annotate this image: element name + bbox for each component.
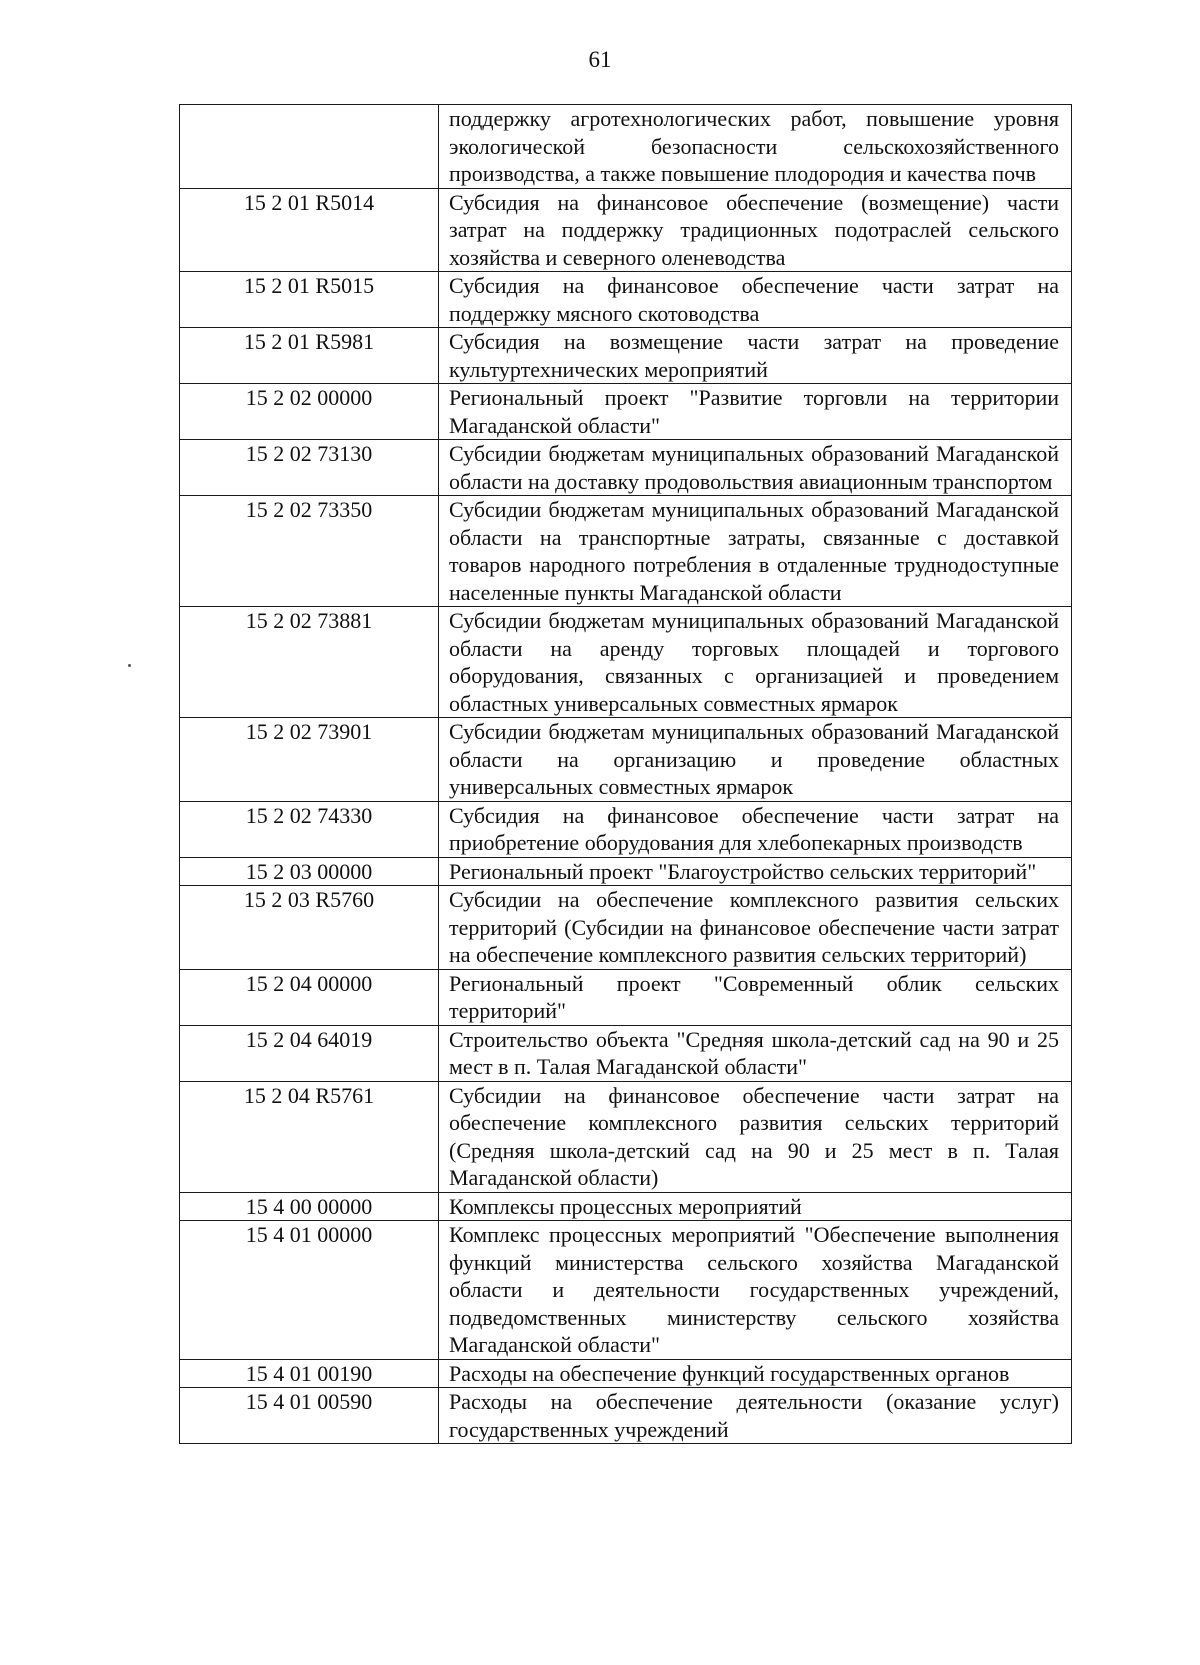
code-description-table xyxy=(179,104,1072,1444)
description-cell: Субсидии бюджетам муниципальных образований Магаданской области на аренду торговых площадей и торгового оборудования, связанных с организацией и проведением областных универсальных совместных ярмарок xyxy=(439,607,1072,718)
page-number: 61 xyxy=(588,47,612,72)
description-cell: Строительство объекта "Средняя школа-детский сад на 90 и 25 мест в п. Талая Магаданской области" xyxy=(439,1025,1072,1081)
table-row xyxy=(180,1359,1072,1388)
table-row xyxy=(180,496,1072,607)
code-cell: 15 2 01 R5015 xyxy=(180,272,439,328)
code-cell: 15 2 01 R5014 xyxy=(180,188,439,272)
description-cell: Субсидии бюджетам муниципальных образований Магаданской области на доставку продовольствия авиационным транспортом xyxy=(439,440,1072,496)
code-cell: 15 2 04 64019 xyxy=(180,1025,439,1081)
code-cell: 15 2 02 73130 xyxy=(180,440,439,496)
description-cell: Субсидии на финансовое обеспечение части затрат на обеспечение комплексного развития сельских территорий (Средняя школа-детский сад на 90 и 25 мест в п. Талая Магаданской области) xyxy=(439,1081,1072,1192)
code-cell: 15 4 00 00000 xyxy=(180,1192,439,1221)
description-cell: поддержку агротехнологических работ, повышение уровня экологической безопасности сельскохозяйственного производства, а также повышение плодородия и качества почв xyxy=(439,105,1072,189)
table-row xyxy=(180,969,1072,1025)
description-cell: Региональный проект "Развитие торговли на территории Магаданской области" xyxy=(439,384,1072,440)
description-cell: Комплексы процессных мероприятий xyxy=(439,1192,1072,1221)
code-cell: 15 4 01 00000 xyxy=(180,1221,439,1360)
table-row xyxy=(180,384,1072,440)
budget-classification-table xyxy=(179,104,1072,1444)
description-cell: Комплекс процессных мероприятий "Обеспечение выполнения функций министерства сельского хозяйства Магаданской области и деятельности государственных учреждений, подведомственных министерству сельского хозяйства Магаданской области" xyxy=(439,1221,1072,1360)
description-cell: Субсидии на обеспечение комплексного развития сельских территорий (Субсидии на финансовое обеспечение части затрат на обеспечение комплексного развития сельских территорий) xyxy=(439,886,1072,970)
code-cell: 15 2 02 73350 xyxy=(180,496,439,607)
code-cell: 15 2 02 00000 xyxy=(180,384,439,440)
description-cell: Региональный проект "Благоустройство сельских территорий" xyxy=(439,857,1072,886)
table-row xyxy=(180,328,1072,384)
code-cell: 15 2 02 73901 xyxy=(180,718,439,802)
scan-speck xyxy=(128,664,131,667)
code-cell: 15 2 02 73881 xyxy=(180,607,439,718)
description-cell: Субсидия на возмещение части затрат на проведение культуртехнических мероприятий xyxy=(439,328,1072,384)
code-cell: 15 4 01 00590 xyxy=(180,1388,439,1444)
table-row xyxy=(180,1221,1072,1360)
description-cell: Субсидия на финансовое обеспечение (возмещение) части затрат на поддержку традиционных подотраслей сельского хозяйства и северного оленеводства xyxy=(439,188,1072,272)
code-cell: 15 2 03 R5760 xyxy=(180,886,439,970)
code-cell: 15 2 02 74330 xyxy=(180,801,439,857)
description-cell: Расходы на обеспечение деятельности (оказание услуг) государственных учреждений xyxy=(439,1388,1072,1444)
description-cell: Субсидии бюджетам муниципальных образований Магаданской области на транспортные затраты, связанные с доставкой товаров народного потребления в отдаленные труднодоступные населенные пункты Магаданской области xyxy=(439,496,1072,607)
table-row xyxy=(180,188,1072,272)
description-cell: Субсидии бюджетам муниципальных образований Магаданской области на организацию и проведение областных универсальных совместных ярмарок xyxy=(439,718,1072,802)
code-cell: 15 2 04 R5761 xyxy=(180,1081,439,1192)
description-cell: Субсидия на финансовое обеспечение части затрат на приобретение оборудования для хлебопекарных производств xyxy=(439,801,1072,857)
table-row xyxy=(180,1192,1072,1221)
table-row xyxy=(180,1081,1072,1192)
table-row xyxy=(180,607,1072,718)
table-row xyxy=(180,440,1072,496)
table-row xyxy=(180,272,1072,328)
table-row xyxy=(180,718,1072,802)
table-row xyxy=(180,105,1072,189)
table-row xyxy=(180,801,1072,857)
code-cell: 15 2 04 00000 xyxy=(180,969,439,1025)
description-cell: Региональный проект "Современный облик сельских территорий" xyxy=(439,969,1072,1025)
description-cell: Субсидия на финансовое обеспечение части затрат на поддержку мясного скотоводства xyxy=(439,272,1072,328)
table-row xyxy=(180,1388,1072,1444)
code-cell: 15 4 01 00190 xyxy=(180,1359,439,1388)
description-cell: Расходы на обеспечение функций государственных органов xyxy=(439,1359,1072,1388)
table-row xyxy=(180,1025,1072,1081)
table-row xyxy=(180,886,1072,970)
code-cell: 15 2 01 R5981 xyxy=(180,328,439,384)
table-body xyxy=(180,105,1072,1444)
code-cell xyxy=(180,105,439,189)
code-cell: 15 2 03 00000 xyxy=(180,857,439,886)
table-row xyxy=(180,857,1072,886)
